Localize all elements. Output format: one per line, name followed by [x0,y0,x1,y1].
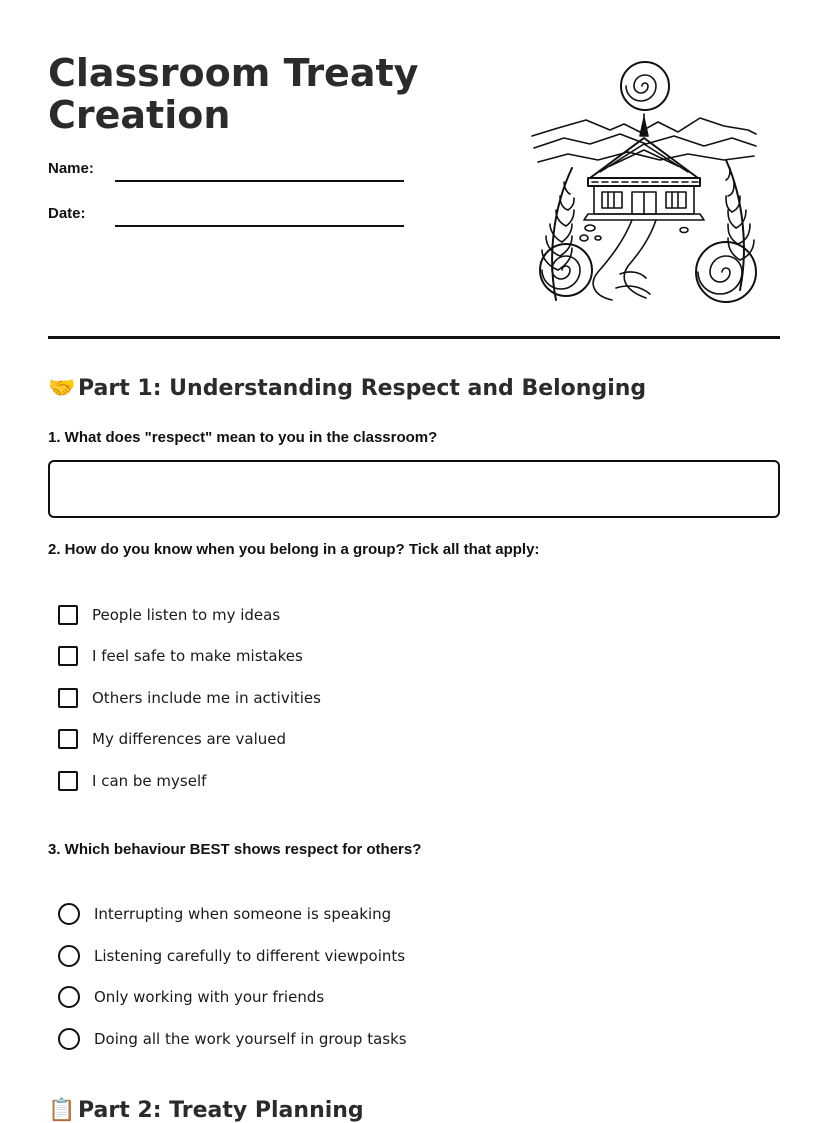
checkbox-label: My differences are valued [92,730,286,748]
title-line-2: Creation [48,93,231,137]
name-label: Name: [48,160,94,177]
part-1-heading [48,376,646,401]
checkbox-label: People listen to my ideas [92,606,281,624]
part-1-title: Part 1: Understanding Respect and Belonging [78,376,647,401]
checkbox[interactable] [58,605,78,625]
checkbox[interactable] [58,771,78,791]
checkbox-label: I can be myself [92,772,207,790]
page-title [48,52,418,136]
radio-label: Only working with your friends [94,988,325,1006]
checkbox[interactable] [58,646,78,666]
radio-option[interactable] [58,1027,407,1051]
title-line-1: Classroom Treaty [48,51,419,95]
name-field[interactable] [115,180,404,182]
question-1-answer-box[interactable] [48,460,780,518]
radio-label: Interrupting when someone is speaking [94,905,392,923]
date-label: Date: [48,205,86,222]
checkbox[interactable] [58,729,78,749]
clipboard-icon: 📋 [48,1098,76,1123]
radio-button[interactable] [58,945,80,967]
question-1: 1. What does "respect" mean to you in the classroom? [48,429,438,446]
question-2: 2. How do you know when you belong in a group? Tick all that apply: [48,541,540,558]
checkbox-option[interactable] [58,686,321,710]
radio-option[interactable] [58,944,405,968]
radio-option[interactable] [58,985,324,1009]
handshake-icon: 🤝 [48,376,76,401]
radio-button[interactable] [58,903,80,925]
checkbox-option[interactable] [58,727,286,751]
date-field[interactable] [115,225,404,227]
checkbox-option[interactable] [58,603,280,627]
checkbox[interactable] [58,688,78,708]
checkbox-option[interactable] [58,644,303,668]
checkbox-label: Others include me in activities [92,689,321,707]
radio-label: Doing all the work yourself in group tasks [94,1030,407,1048]
radio-label: Listening carefully to different viewpoints [94,947,406,965]
checkbox-label: I feel safe to make mistakes [92,647,303,665]
part-2-heading [48,1098,364,1123]
question-3: 3. Which behaviour BEST shows respect for others? [48,841,422,858]
radio-button[interactable] [58,1028,80,1050]
radio-option[interactable] [58,902,391,926]
checkbox-option[interactable] [58,769,206,793]
header-divider [48,336,780,339]
part-2-title: Part 2: Treaty Planning [78,1098,364,1123]
radio-button[interactable] [58,986,80,1008]
marae-illustration-icon [528,60,760,308]
